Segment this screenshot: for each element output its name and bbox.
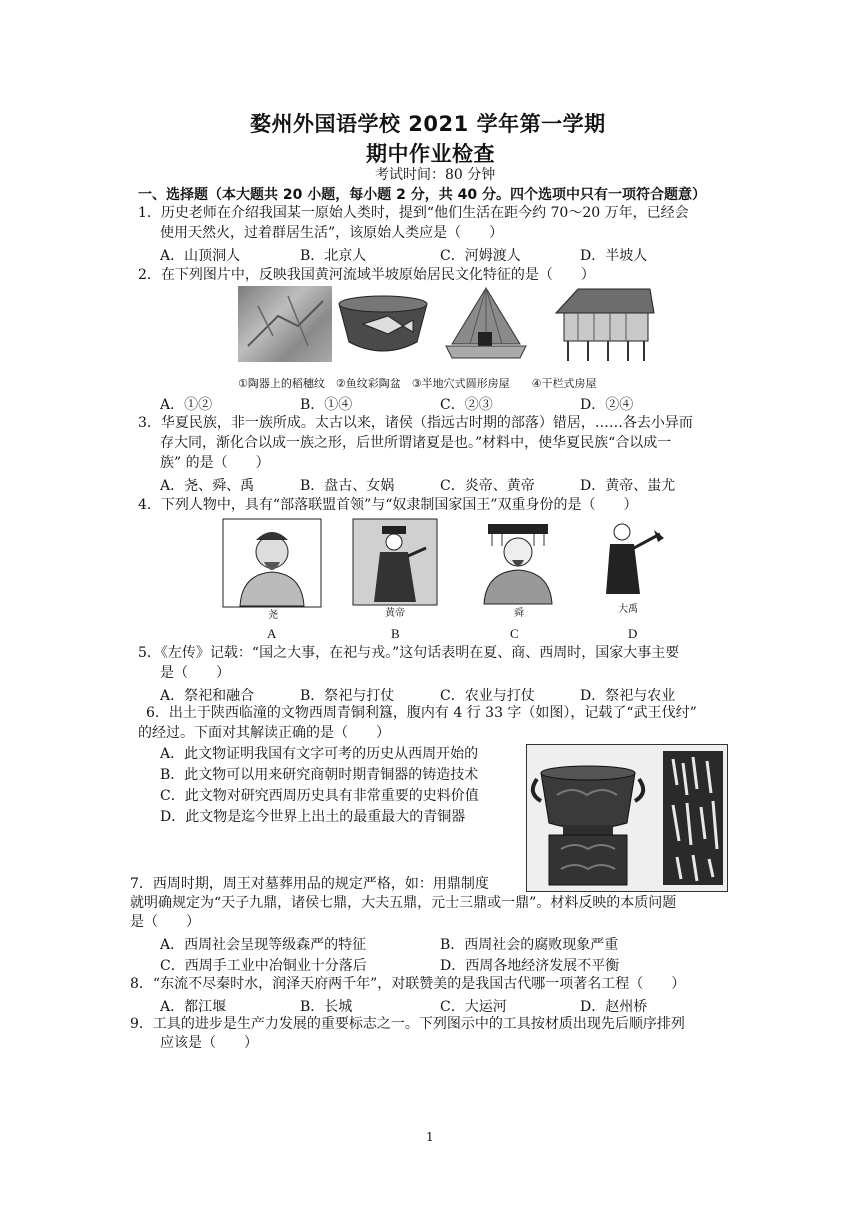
q2-option-d: D．②④ xyxy=(580,397,634,413)
q2-option-b: B．①④ xyxy=(300,397,353,413)
q1-option-c: C．河姆渡人 xyxy=(440,248,521,264)
semi-pit-round-house-image xyxy=(440,284,532,364)
q8-option-c: C．大运河 xyxy=(440,999,507,1015)
q6-line2: 的经过。下面对其解读正确的是（ ） xyxy=(138,725,390,741)
q7-option-d: D．西周各地经济发展不平衡 xyxy=(440,958,620,974)
q4-name-shun: 舜 xyxy=(514,608,524,619)
q8-option-a: A．都江堰 xyxy=(160,999,227,1015)
q8-line1: 8．“东流不尽秦时水，润泽天府两千年”，对联赞美的是我国古代哪一项著名工程（ ） xyxy=(130,976,686,992)
q1-option-d: D．半坡人 xyxy=(580,248,648,264)
q8-option-b: B．长城 xyxy=(300,999,353,1015)
q5-line1: 5．《左传》记载：“国之大事，在祀与戎。”这句话表明在夏、商、西周时，国家大事主要 xyxy=(138,645,680,661)
q4-name-yao: 尧 xyxy=(268,610,278,621)
q8-option-d: D．赵州桥 xyxy=(580,999,648,1015)
q2-line1: 2．在下列图片中，反映我国黄河流域半坡原始居民文化特征的是（ ） xyxy=(138,267,595,283)
q5-option-a: A．祭祀和融合 xyxy=(160,688,255,704)
q2-image-caption: ①陶器上的稻穗纹 ②鱼纹彩陶盆 ③半地穴式圆形房屋 ④干栏式房屋 xyxy=(238,377,597,390)
q6-line1: 6．出土于陕西临潼的文物西周青铜利簋，腹内有 4 行 33 字（如图），记载了“武王伐纣” xyxy=(146,705,697,721)
q6-option-c: C．此文物对研究西周历史具有非常重要的史料价值 xyxy=(160,788,479,804)
dayu-portrait-image xyxy=(586,520,666,598)
shun-portrait-image xyxy=(472,520,564,606)
q5-option-d: D．祭祀与农业 xyxy=(580,688,676,704)
q1-line2: 使用天然火，过着群居生活”，该原始人类应是（ ） xyxy=(160,225,504,241)
q6-option-b: B．此文物可以用来研究商朝时期青铜器的铸造技术 xyxy=(160,767,479,783)
q3-line3: 族” 的是（ ） xyxy=(160,455,270,471)
q4-line1: 4．下列人物中，具有“部落联盟首领”与“奴隶制国家国王”双重身份的是（ ） xyxy=(138,497,638,513)
page-number: 1 xyxy=(426,1130,434,1144)
stilt-house-image xyxy=(548,283,658,365)
q2-option-c: C．②③ xyxy=(440,397,493,413)
section-heading: 一、选择题（本大题共 20 小题，每小题 2 分，共 40 分。四个选项中只有一项符合题意） xyxy=(138,187,706,203)
rice-pattern-pottery-image xyxy=(238,286,332,362)
q3-option-c: C．炎帝、黄帝 xyxy=(440,478,535,494)
q7-option-b: B．西周社会的腐败现象严重 xyxy=(440,937,619,953)
q9-line1: 9．工具的进步是生产力发展的重要标志之一。下列图示中的工具按材质出现先后顺序排列 xyxy=(130,1016,685,1032)
q9-line2: 应该是（ ） xyxy=(160,1035,258,1051)
q4-letter-a: A xyxy=(267,626,277,641)
q4-letter-d: D xyxy=(628,626,638,641)
q4-name-dayu: 大禹 xyxy=(618,604,638,615)
exam-time: 考试时间：80 分钟 xyxy=(375,167,496,183)
q7-line3: 是（ ） xyxy=(130,914,200,930)
exam-title: 婺州外国语学校 2021 学年第一学期 xyxy=(250,112,606,136)
q7-line2: 就明确规定为“天子九鼎，诸侯七鼎，大夫五鼎，元士三鼎或一鼎”。材料反映的本质问题 xyxy=(130,895,677,911)
exam-subtitle: 期中作业检查 xyxy=(366,142,495,166)
q4-letter-c: C xyxy=(510,626,519,641)
q5-option-b: B．祭祀与打仗 xyxy=(300,688,395,704)
q5-option-c: C．农业与打仗 xyxy=(440,688,535,704)
q7-line1: 7．西周时期，周王对墓葬用品的规定严格，如：用鼎制度 xyxy=(130,876,489,892)
q5-line2: 是（ ） xyxy=(160,665,230,681)
q3-line2: 存大同，渐化合以成一族之形，后世所谓诸夏是也。”材料中，使华夏民族“合以成一 xyxy=(160,435,672,451)
fish-pattern-basin-image xyxy=(333,286,433,362)
q6-option-a: A．此文物证明我国有文字可考的历史从西周开始的 xyxy=(160,746,479,762)
ligui-bronze-image xyxy=(526,744,728,892)
q6-option-d: D．此文物是迄今世界上出土的最重最大的青铜器 xyxy=(160,809,466,825)
q3-option-b: B．盘古、女娲 xyxy=(300,478,395,494)
q3-option-d: D．黄帝、蚩尤 xyxy=(580,478,676,494)
q2-option-a: A．①② xyxy=(160,397,213,413)
q1-line1: 1．历史老师在介绍我国某一原始人类时，提到“他们生活在距今约 70～20 万年，已经会 xyxy=(138,205,689,221)
q4-letter-b: B xyxy=(391,626,400,641)
huangdi-portrait-image xyxy=(352,518,438,606)
q4-name-huangdi: 黄帝 xyxy=(385,608,405,619)
q1-option-b: B．北京人 xyxy=(300,248,367,264)
yao-portrait-image xyxy=(222,518,322,608)
q1-option-a: A．山顶洞人 xyxy=(160,248,241,264)
q3-option-a: A．尧、舜、禹 xyxy=(160,478,255,494)
q7-option-c: C．西周手工业中冶铜业十分落后 xyxy=(160,958,367,974)
q3-line1: 3．华夏民族，非一族所成。太古以来，诸侯（指远古时期的部落）错居，……各去小异而 xyxy=(138,415,693,431)
q7-option-a: A．西周社会呈现等级森严的特征 xyxy=(160,937,367,953)
